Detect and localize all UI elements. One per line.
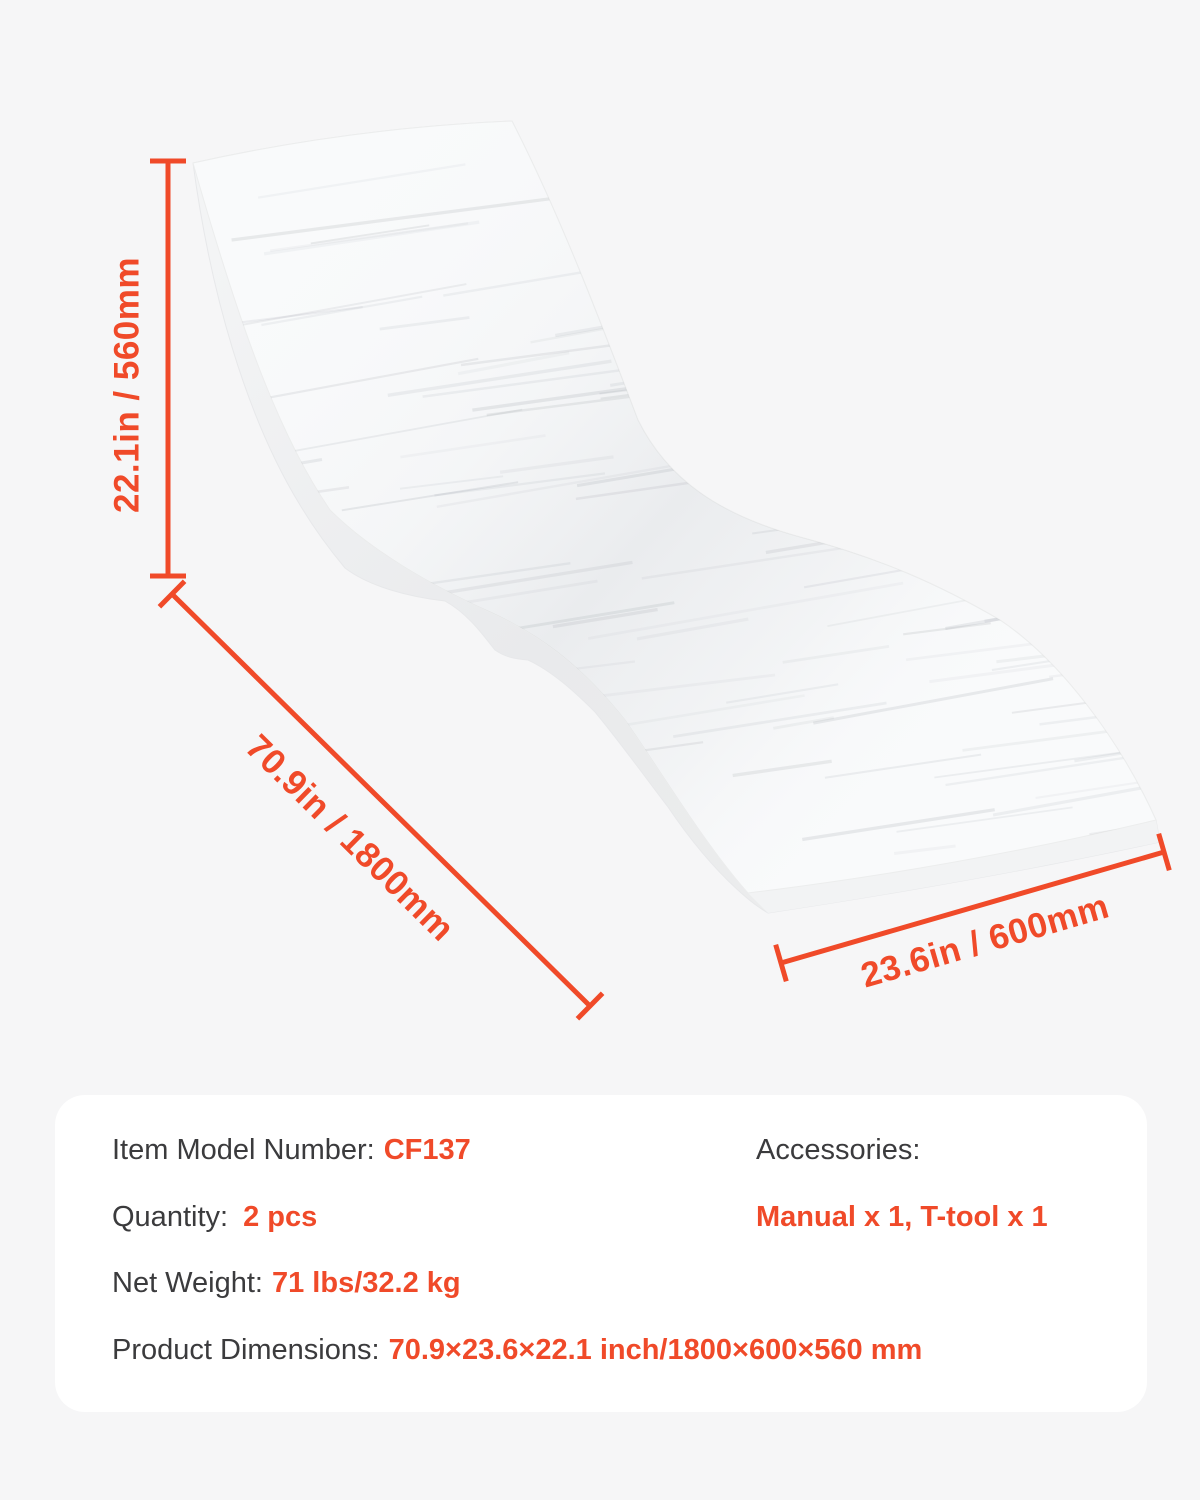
weight-value: 71 lbs/32.2 kg — [271, 1267, 461, 1299]
model-label: Item Model Number: — [112, 1134, 375, 1166]
spec-card — [55, 1095, 1147, 1412]
height-dimension-line — [108, 161, 187, 576]
length-dimension-label: 70.9in / 1800mm — [238, 727, 462, 949]
quantity-label: Quantity: — [112, 1200, 229, 1233]
spec-row-quantity — [112, 1202, 756, 1232]
spec-row-dimensions — [112, 1333, 923, 1366]
spec-grid — [55, 1095, 1147, 1401]
model-value: CF137 — [383, 1134, 471, 1166]
dimensions-value: 70.9×23.6×22.1 inch/1800×600×560 mm — [388, 1333, 923, 1366]
height-dimension-label: 22.1in / 560mm — [107, 256, 147, 514]
spec-row-weight — [112, 1268, 756, 1298]
width-dimension-label: 23.6in / 600mm — [856, 886, 1114, 996]
accessories-label-cell — [756, 1135, 1107, 1165]
chaise-shading — [193, 121, 1156, 893]
dimensions-label: Product Dimensions: — [112, 1333, 380, 1366]
accessories-value-cell — [756, 1202, 1107, 1232]
quantity-value: 2 pcs — [243, 1200, 318, 1233]
accessories-value: Manual x 1, T-tool x 1 — [756, 1200, 1048, 1233]
spec-row-model — [112, 1135, 756, 1165]
accessories-label: Accessories: — [756, 1134, 921, 1166]
weight-label: Net Weight: — [112, 1267, 263, 1299]
